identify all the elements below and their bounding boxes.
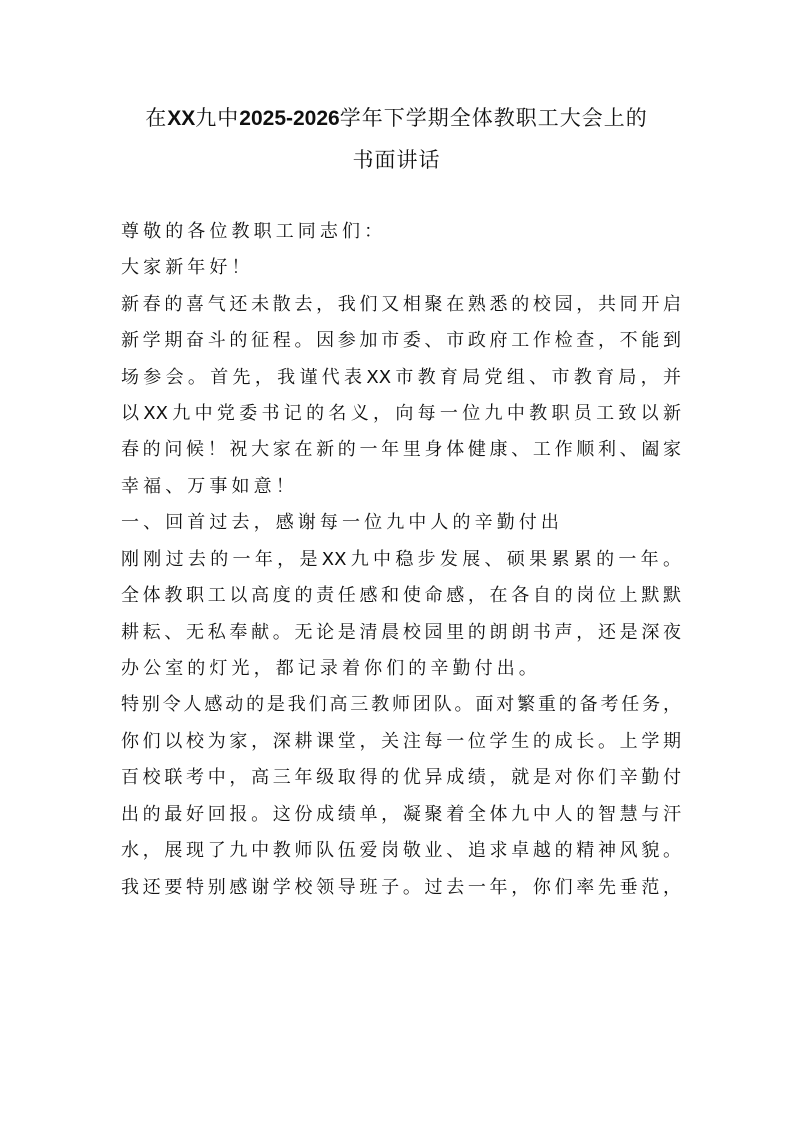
salutation: 尊敬的各位教职工同志们： [121, 221, 387, 242]
body-line: 你们以校为家，深耕课堂，关注每一位学生的成长。上学期 [121, 731, 681, 752]
body-line: 特别令人感动的是我们高三教师团队。面对繁重的备考任务， [121, 694, 681, 715]
body-line: 办公室的灯光，都记录着你们的辛勤付出。 [121, 658, 541, 679]
body-line: 新学期奋斗的征程。因参加市委、市政府工作检查，不能到 [121, 330, 681, 351]
title-text: 学年下学期全体教职工大会上的 [339, 106, 648, 130]
body-line: 我还要特别感谢学校领导班子。过去一年，你们率先垂范， [121, 877, 681, 898]
title-text: 在 [145, 106, 168, 130]
greeting: 大家新年好！ [121, 257, 254, 278]
title-line-2: 书面讲话 [352, 148, 441, 172]
title-year-bold: 2025-2026 [239, 107, 340, 130]
body-line: 出的最好回报。这份成绩单，凝聚着全体九中人的智慧与汗 [121, 804, 681, 825]
body-line: 耕耘、无私奉献。无论是清晨校园里的朗朗书声，还是深夜 [121, 622, 681, 643]
body-line: 全体教职工以高度的责任感和使命感，在各自的岗位上默默 [121, 585, 681, 606]
body-line: 百校联考中，高三年级取得的优异成绩，就是对你们辛勤付 [121, 767, 681, 788]
title-text: 九中 [195, 106, 240, 130]
body-line: 幸福、万事如意！ [121, 476, 298, 497]
title-text-bold: XX [167, 107, 196, 130]
body-line: 新春的喜气还未散去，我们又相聚在熟悉的校园，共同开启 [121, 294, 681, 315]
body-line: 水，展现了九中教师队伍爱岗敬业、追求卓越的精神风貌。 [121, 840, 681, 861]
body-line: 以XX九中党委书记的名义，向每一位九中教职员工致以新 [121, 403, 681, 424]
body-line: 场参会。首先，我谨代表XX市教育局党组、市教育局，并 [121, 367, 681, 388]
section-heading: 一、回首过去，感谢每一位九中人的辛勤付出 [121, 512, 563, 533]
body-line: 春的问候！祝大家在新的一年里身体健康、工作顺利、阖家 [121, 439, 681, 460]
title-line-1 [0, 104, 793, 133]
body-line: 刚刚过去的一年，是XX九中稳步发展、硕果累累的一年。 [121, 549, 681, 570]
